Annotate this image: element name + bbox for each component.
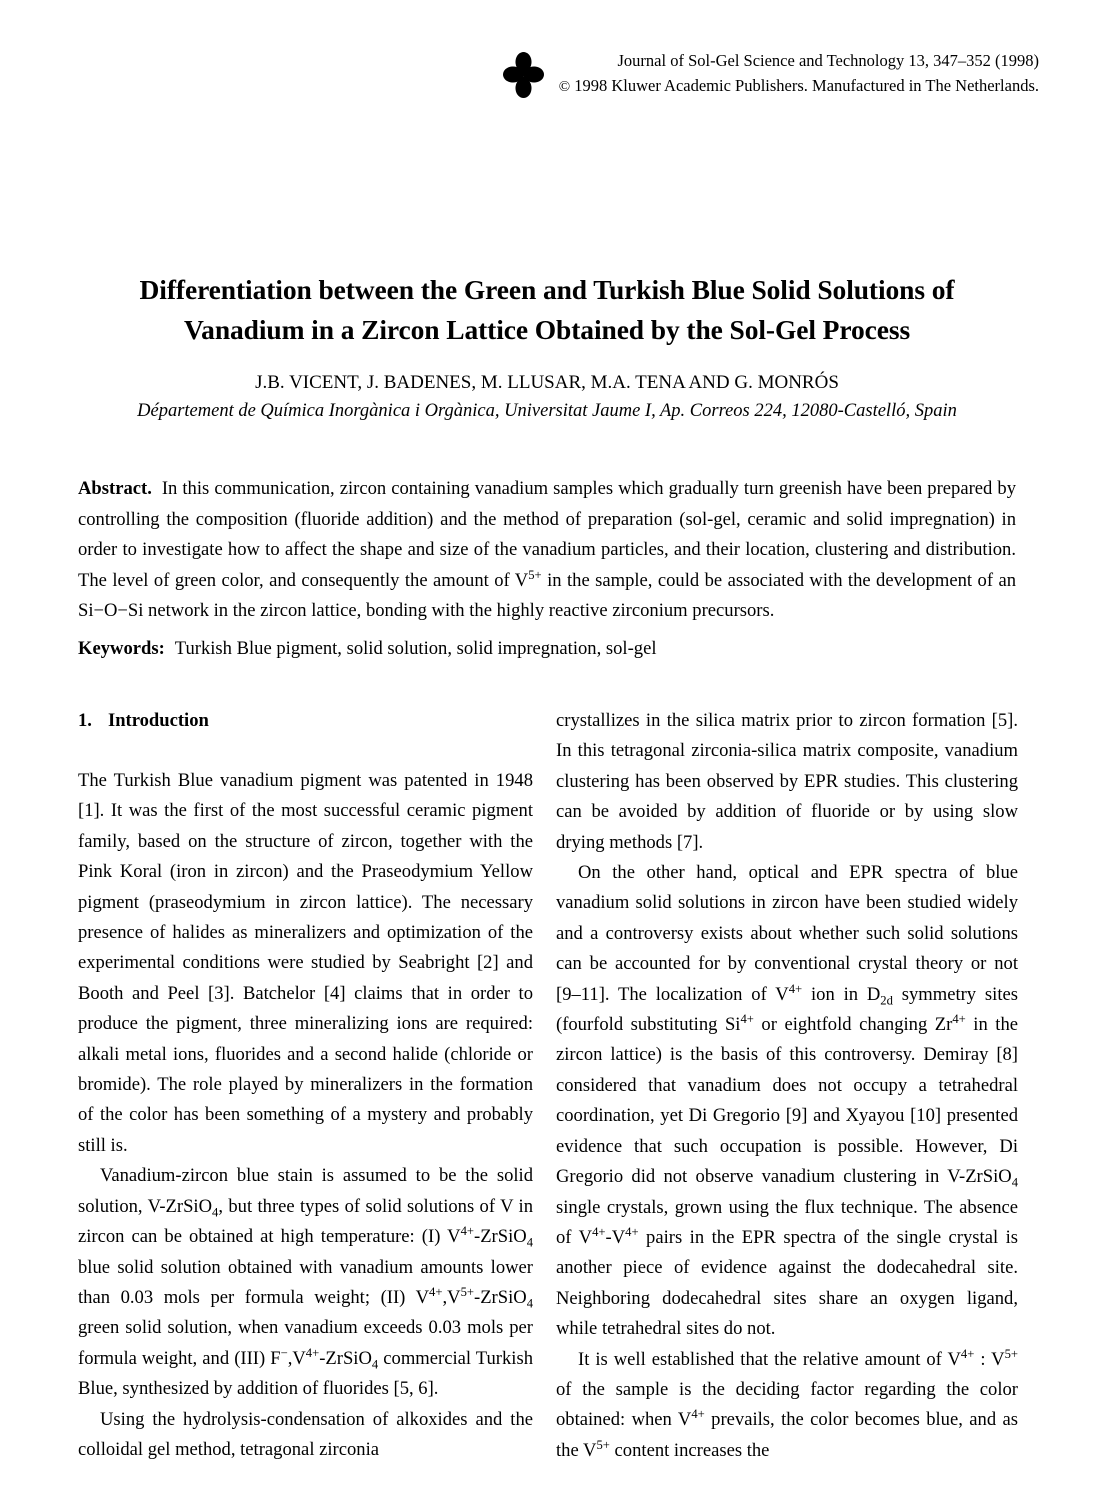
paragraph-right-2 (556, 858, 1018, 1345)
text-run: in the zircon lattice) is the basis of this controversy. Demiray [8] considered that vanadium does not occupy a tetrahedral coordination, yet Di Gregorio [9] and Xyayou [10] presented evidence that such occupation is possible. However, Di Gregorio did not observe vanadium clustering in V-ZrSiO (556, 1014, 1018, 1188)
copyright-icon: © (558, 79, 571, 95)
keywords-text: Turkish Blue pigment, solid solution, solid impregnation, sol-gel (174, 638, 657, 659)
superscript: − (280, 1345, 288, 1360)
subscript: 4 (526, 1235, 533, 1250)
text-run: -ZrSiO (474, 1286, 527, 1308)
kluwer-pinwheel-logo (501, 50, 547, 102)
superscript: 4+ (960, 1346, 975, 1361)
text-run: It is well established that the relative amount of V (578, 1348, 961, 1370)
text-run: symmetry sites (fourfold substituting Si (556, 983, 1018, 1036)
abstract-block (78, 474, 1016, 627)
paragraph-left-2 (78, 1161, 533, 1404)
paragraph-right-1: crystallizes in the silica matrix prior to zircon formation [5]. In this tetragonal zirconia-silica matrix composite, vanadium clustering has been observed by EPR studies. This clustering can be avoided by addition of fluoride or by using slow drying methods [7]. (556, 710, 1018, 853)
paragraph-left-1: The Turkish Blue vanadium pigment was patented in 1948 [1]. It was the first of the most successful ceramic pigment family, based on the structure of zircon, together with the Pink Koral (iron in zircon) and the Praseodymium Yellow pigment (praseodymium in zircon lattice). The necessary presence of halides as mineralizers and optimization of the experimental conditions were studied by Seabright [2] and Booth and Peel [3]. Batchelor [4] claims that in order to produce the pigment, three mineralizing ions are required: alkali metal ions, fluorides and a second halide (chloride or bromide). The role played by mineralizers in the formation of the color has been something of a mystery and probably still is. (78, 770, 533, 1156)
subscript: 4 (212, 1205, 219, 1220)
superscript: 4+ (740, 1011, 754, 1026)
superscript: 4+ (305, 1345, 320, 1360)
keywords-block (78, 634, 1016, 664)
text-run: of the sample is the deciding factor regarding the color obtained: when V (556, 1378, 1018, 1431)
text-run: -ZrSiO (474, 1226, 527, 1248)
superscript: 4+ (788, 981, 803, 996)
text-run: Vanadium-zircon blue stain is assumed to be the solid solution, V-ZrSiO (78, 1165, 533, 1217)
text-run: or eightfold changing Zr (753, 1014, 953, 1036)
section-number: 1. (78, 710, 92, 731)
text-run: -V (605, 1226, 626, 1248)
abstract-superscript-1: 5+ (528, 567, 542, 582)
abstract-label: Abstract. (78, 478, 152, 499)
text-run: content increases the (609, 1439, 770, 1461)
journal-citation: Journal of Sol-Gel Science and Technology 13, 347–352 (1998) (617, 51, 1039, 70)
column-right (556, 706, 1018, 1461)
text-run: On the other hand, optical and EPR spectra of blue vanadium solid solutions in zircon have been studied widely and a controversy exists about whether such solid solutions can be accounted for by conventional crystal theory or not [9–11]. The localization of V (556, 862, 1018, 1005)
masthead-text (559, 48, 1039, 100)
superscript: 4+ (952, 1011, 966, 1026)
superscript: 4+ (592, 1224, 606, 1239)
text-run: : V (974, 1348, 1005, 1370)
superscript: 5+ (460, 1284, 474, 1299)
column-left (78, 706, 534, 1460)
superscript: 4+ (429, 1284, 443, 1299)
text-run: , but three types of solid solutions of V in zircon can be obtained at high temperature: (I) V (78, 1195, 534, 1248)
superscript: 4+ (460, 1223, 474, 1238)
text-run: green solid solution, when vanadium exceeds 0.03 mols per formula weight, and (III) F (78, 1317, 533, 1369)
body-columns (78, 706, 1018, 1461)
paragraph-right-3 (556, 1345, 1018, 1467)
subscript: 4 (1011, 1175, 1018, 1190)
section-title: Introduction (107, 710, 209, 731)
superscript: 5+ (596, 1437, 610, 1452)
author-list: J.B. VICENT, J. BADENES, M. LLUSAR, M.A. TENA AND G. MONRÓS (255, 372, 839, 393)
journal-masthead (0, 48, 1039, 102)
subscript: 4 (526, 1296, 533, 1311)
subscript: 2d (880, 993, 893, 1008)
text-run: ,V (442, 1286, 461, 1308)
superscript: 4+ (691, 1407, 705, 1422)
abstract-text-part1: In this communication, zircon containing vanadium samples which gradually turn greenish have been prepared by controlling the composition (fluoride addition) and the method of preparation (sol-gel, ceramic and solid impregnation) in order to investigate how to affect the shape and size of the vanadium particles, and their location, clustering and distribution. The level of green color, and consequently the amount of V (78, 478, 1016, 591)
text-run: ,V (287, 1347, 306, 1369)
section-heading-introduction (78, 706, 533, 736)
paragraph-left-3: Using the hydrolysis-condensation of alkoxides and the colloidal gel method, tetragonal zirconia (78, 1408, 533, 1460)
text-run: single crystals, grown using the flux technique. The absence of V (556, 1196, 1018, 1248)
keywords-label: Keywords: (78, 638, 165, 659)
text-run: -ZrSiO (319, 1347, 372, 1369)
subscript: 4 (371, 1357, 379, 1372)
affiliation: Département de Química Inorgànica i Orgànica, Universitat Jaume I, Ap. Correos 224, 12080-Castelló, Spain (137, 401, 957, 421)
abstract-text-part2: in the sample, could be associated with the development of an Si−O−Si network in the zircon lattice, bonding with the highly reactive zirconium precursors. (78, 569, 1016, 621)
superscript: 4+ (625, 1224, 639, 1239)
text-run: ion in D (802, 983, 881, 1005)
superscript: 5+ (1004, 1346, 1018, 1361)
text-run: blue solid solution obtained with vanadium amounts lower than 0.03 mols per formula weight; (II) V (78, 1256, 533, 1308)
paper-title: Differentiation between the Green and Turkish Blue Solid Solutions of Vanadium in a Zircon Lattice Obtained by the Sol-Gel Process (139, 274, 955, 346)
text-run: pairs in the EPR spectra of the single crystal is another piece of evidence against the dodecahedral site. Neighboring dodecahedral sites share an oxygen ligand, while tetrahedral sites do not. (556, 1226, 1018, 1340)
text-run: prevails, the color becomes blue, and as the V (556, 1409, 1018, 1461)
copyright-line (559, 73, 1039, 100)
text-run: commercial Turkish Blue, synthesized by addition of fluorides [5, 6]. (78, 1347, 533, 1400)
copyright-text: 1998 Kluwer Academic Publishers. Manufactured in The Netherlands. (574, 76, 1039, 95)
